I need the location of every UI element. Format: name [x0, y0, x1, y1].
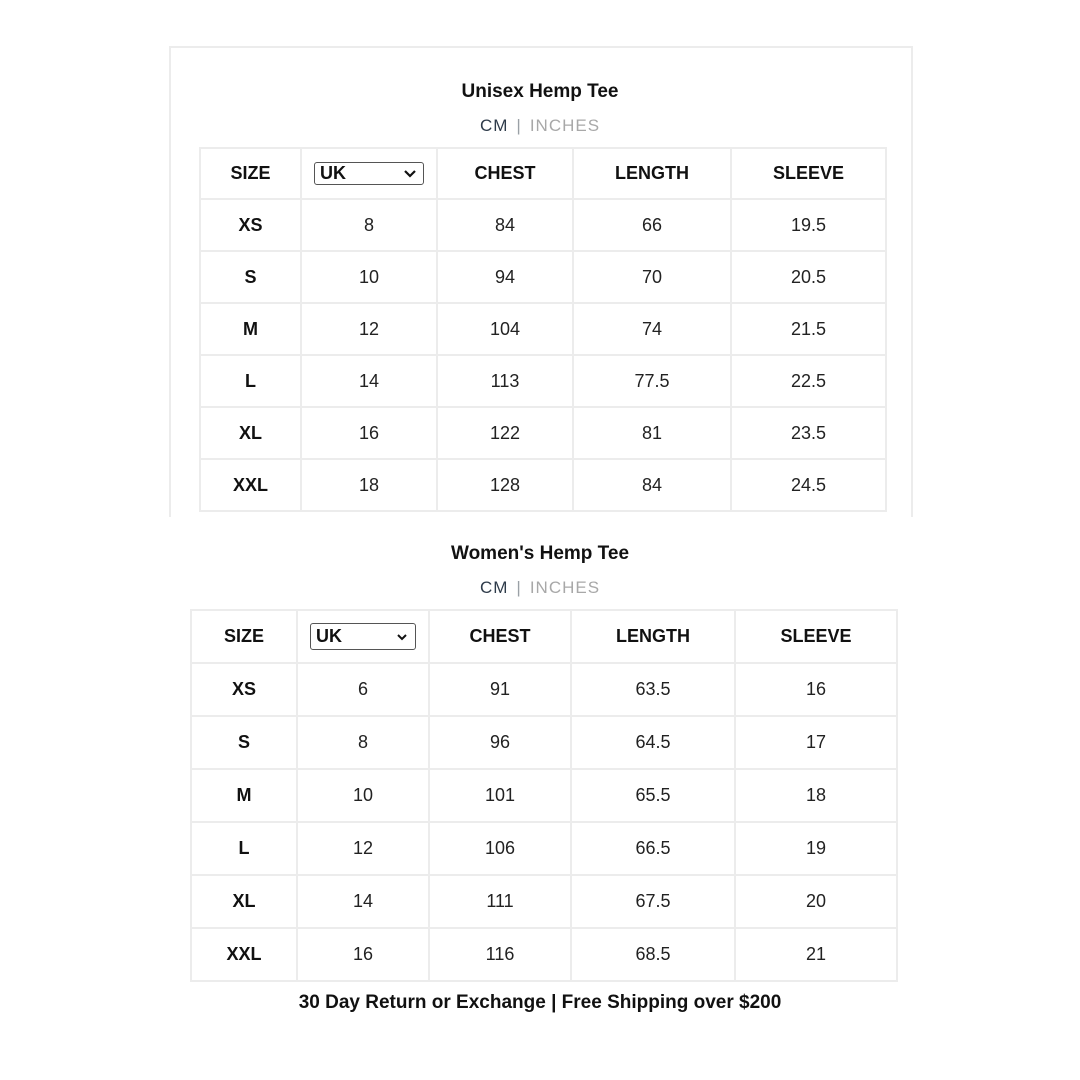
- cell-sleeve: 16: [735, 663, 897, 716]
- cell-uk: 8: [301, 199, 437, 251]
- cell-length: 64.5: [571, 716, 735, 769]
- cell-uk: 12: [297, 822, 429, 875]
- unit-separator: |: [516, 578, 522, 597]
- womens-chart-title: Women's Hemp Tee: [450, 543, 630, 564]
- cell-length: 66: [573, 199, 731, 251]
- unit-cm-link[interactable]: CM: [479, 578, 509, 597]
- cell-sleeve: 18: [735, 769, 897, 822]
- chevron-down-icon: [403, 169, 417, 179]
- cell-length: 67.5: [571, 875, 735, 928]
- header-sleeve: SLEEVE: [731, 148, 886, 199]
- cell-chest: 94: [437, 251, 573, 303]
- cell-chest: 116: [429, 928, 571, 981]
- region-select-value: UK: [316, 626, 342, 646]
- table-row: [200, 355, 886, 407]
- table-row: [191, 663, 897, 716]
- table-row: [200, 199, 886, 251]
- cell-sleeve: 23.5: [731, 407, 886, 459]
- cell-sleeve: 20.5: [731, 251, 886, 303]
- unit-inches-link[interactable]: INCHES: [529, 578, 601, 597]
- cell-size: M: [200, 303, 301, 355]
- cell-chest: 91: [429, 663, 571, 716]
- cell-sleeve: 22.5: [731, 355, 886, 407]
- unisex-chart-title: Unisex Hemp Tee: [461, 81, 619, 102]
- table-row: [200, 303, 886, 355]
- cell-uk: 10: [301, 251, 437, 303]
- cell-uk: 8: [297, 716, 429, 769]
- unisex-unit-toggle: [0, 116, 1080, 136]
- shipping-returns-note: 30 Day Return or Exchange | Free Shipping over $200: [298, 992, 782, 1013]
- table-row: [191, 822, 897, 875]
- cell-size: L: [200, 355, 301, 407]
- cell-uk: 16: [301, 407, 437, 459]
- region-select[interactable]: [314, 162, 424, 185]
- cell-chest: 101: [429, 769, 571, 822]
- cell-size: XL: [191, 875, 297, 928]
- cell-chest: 113: [437, 355, 573, 407]
- cell-chest: 96: [429, 716, 571, 769]
- cell-chest: 128: [437, 459, 573, 511]
- table-row: [191, 716, 897, 769]
- unit-separator: |: [516, 116, 522, 135]
- cell-sleeve: 19: [735, 822, 897, 875]
- table-header-row: [200, 148, 886, 199]
- header-length: LENGTH: [571, 610, 735, 663]
- cell-sleeve: 17: [735, 716, 897, 769]
- table-row: [191, 875, 897, 928]
- cell-sleeve: 24.5: [731, 459, 886, 511]
- cell-length: 70: [573, 251, 731, 303]
- cell-size: XXL: [200, 459, 301, 511]
- table-row: [191, 769, 897, 822]
- cell-length: 81: [573, 407, 731, 459]
- cell-uk: 12: [301, 303, 437, 355]
- cell-uk: 16: [297, 928, 429, 981]
- cell-uk: 10: [297, 769, 429, 822]
- cell-size: S: [191, 716, 297, 769]
- womens-unit-toggle: [0, 578, 1080, 598]
- header-length: LENGTH: [573, 148, 731, 199]
- cell-chest: 122: [437, 407, 573, 459]
- header-region: [297, 610, 429, 663]
- cell-length: 68.5: [571, 928, 735, 981]
- womens-size-table: [190, 609, 898, 982]
- cell-size: M: [191, 769, 297, 822]
- table-row: [200, 251, 886, 303]
- cell-chest: 104: [437, 303, 573, 355]
- cell-length: 66.5: [571, 822, 735, 875]
- header-size: SIZE: [200, 148, 301, 199]
- region-select[interactable]: [310, 623, 416, 650]
- cell-size: XXL: [191, 928, 297, 981]
- cell-size: L: [191, 822, 297, 875]
- table-header-row: [191, 610, 897, 663]
- cell-uk: 14: [301, 355, 437, 407]
- cell-chest: 111: [429, 875, 571, 928]
- header-chest: CHEST: [429, 610, 571, 663]
- cell-uk: 18: [301, 459, 437, 511]
- unit-inches-link[interactable]: INCHES: [529, 116, 601, 135]
- cell-uk: 6: [297, 663, 429, 716]
- table-row: [191, 928, 897, 981]
- header-size: SIZE: [191, 610, 297, 663]
- table-row: [200, 459, 886, 511]
- region-select-value: UK: [320, 163, 346, 183]
- cell-length: 63.5: [571, 663, 735, 716]
- cell-uk: 14: [297, 875, 429, 928]
- cell-chest: 106: [429, 822, 571, 875]
- unit-cm-link[interactable]: CM: [479, 116, 509, 135]
- cell-sleeve: 20: [735, 875, 897, 928]
- cell-length: 74: [573, 303, 731, 355]
- header-region: [301, 148, 437, 199]
- cell-size: XS: [200, 199, 301, 251]
- cell-size: XS: [191, 663, 297, 716]
- cell-chest: 84: [437, 199, 573, 251]
- chevron-down-icon: [395, 632, 409, 642]
- cell-length: 65.5: [571, 769, 735, 822]
- header-chest: CHEST: [437, 148, 573, 199]
- cell-size: XL: [200, 407, 301, 459]
- cell-size: S: [200, 251, 301, 303]
- unisex-size-table: [199, 147, 887, 512]
- cell-sleeve: 19.5: [731, 199, 886, 251]
- cell-sleeve: 21: [735, 928, 897, 981]
- header-sleeve: SLEEVE: [735, 610, 897, 663]
- table-row: [200, 407, 886, 459]
- cell-length: 77.5: [573, 355, 731, 407]
- cell-length: 84: [573, 459, 731, 511]
- cell-sleeve: 21.5: [731, 303, 886, 355]
